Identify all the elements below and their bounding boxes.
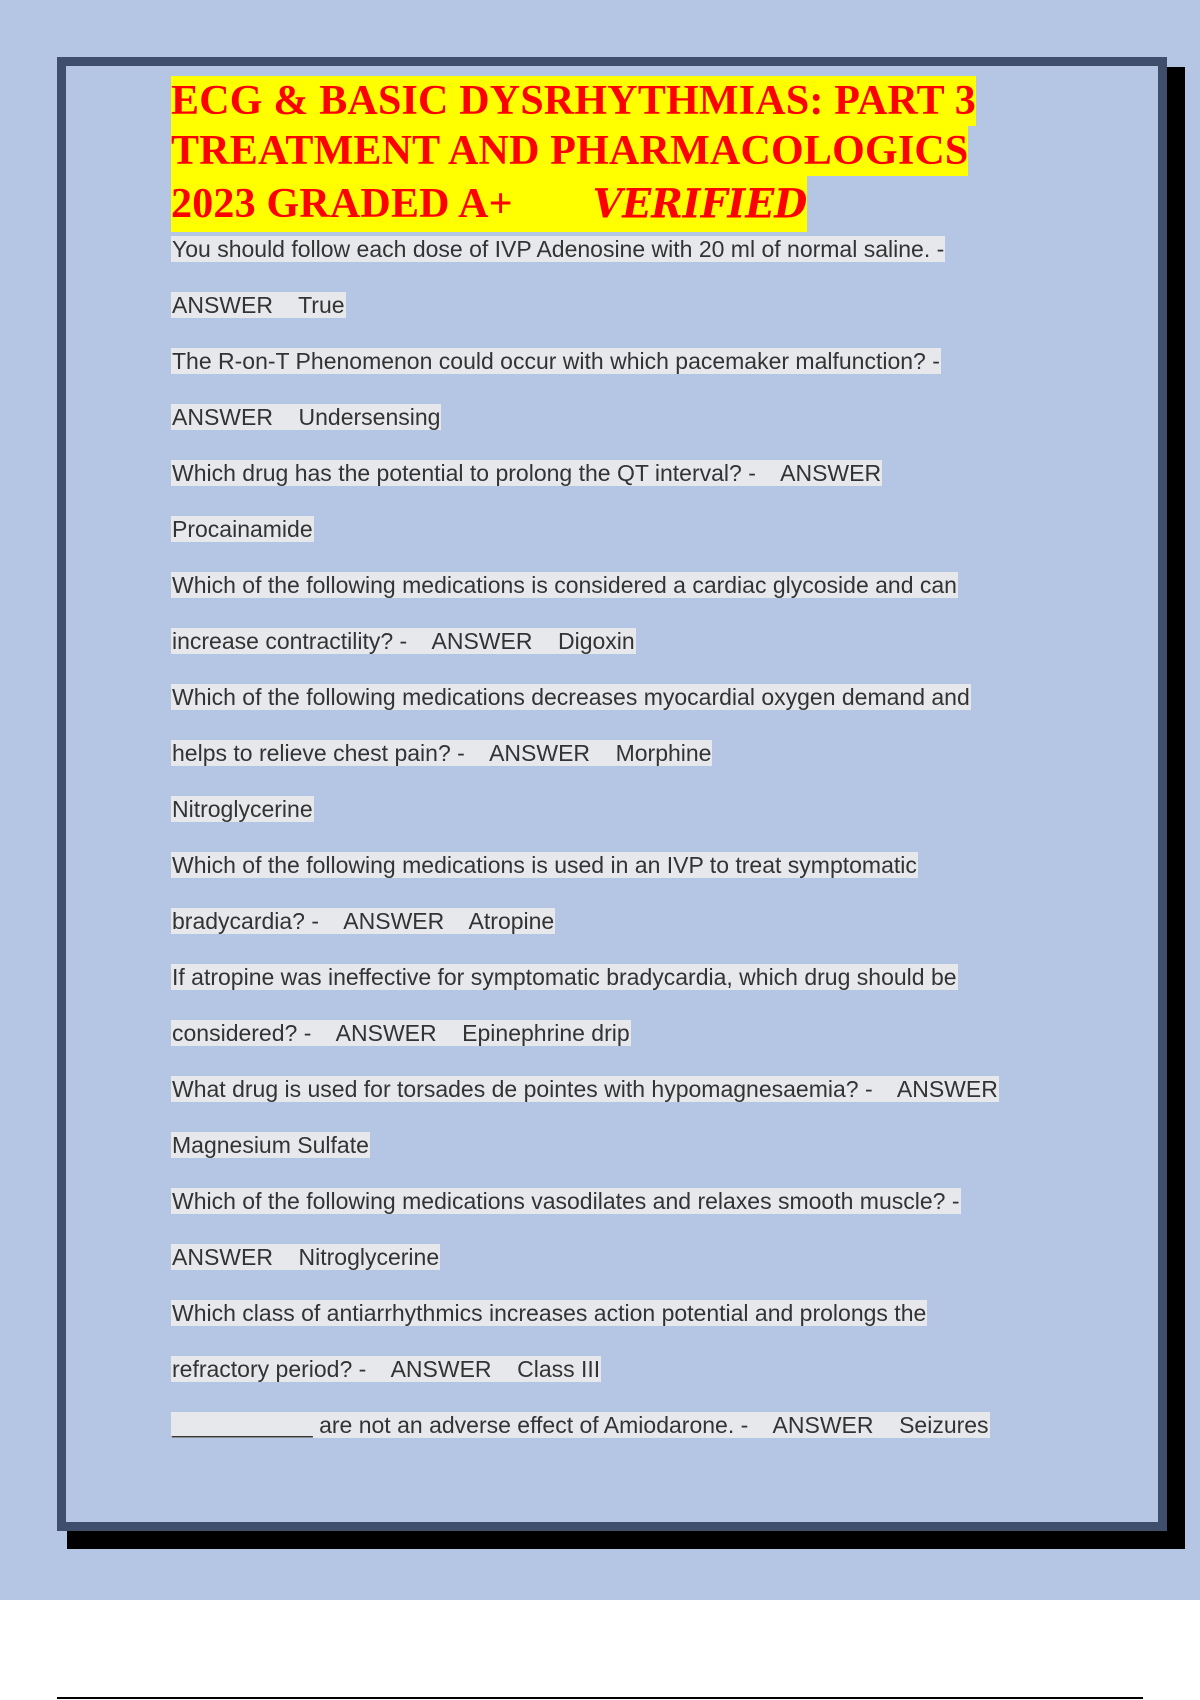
title-line-2: TREATMENT AND PHARMACOLOGICS <box>171 128 969 174</box>
qa-line: refractory period? - ANSWER Class III <box>172 1356 601 1382</box>
qa-line: considered? - ANSWER Epinephrine drip <box>172 1020 630 1046</box>
qa-line: bradycardia? - ANSWER Atropine <box>172 908 555 934</box>
verified-badge: VERIFIED <box>592 179 808 228</box>
qa-line: ANSWER True <box>172 292 345 318</box>
qa-line: Procainamide <box>172 516 313 542</box>
qa-line: Which of the following medications decreases myocardial oxygen demand and <box>172 684 970 710</box>
qa-line: ANSWER Undersensing <box>172 404 441 430</box>
qa-line: What drug is used for torsades de pointes with hypomagnesaemia? - ANSWER <box>172 1076 998 1102</box>
qa-line: Which of the following medications is used in an IVP to treat symptomatic <box>172 852 917 878</box>
qa-line: Nitroglycerine <box>172 796 313 822</box>
qa-line: If atropine was ineffective for symptomatic bradycardia, which drug should be <box>172 964 957 990</box>
qa-line: Which of the following medications vasodilates and relaxes smooth muscle? - <box>172 1188 960 1214</box>
qa-line: ___________ are not an adverse effect of Amiodarone. - ANSWER Seizures <box>172 1412 989 1438</box>
qa-line: Which of the following medications is considered a cardiac glycoside and can <box>172 572 957 598</box>
qa-line: Which drug has the potential to prolong the QT interval? - ANSWER <box>172 460 882 486</box>
title-line-1: ECG & BASIC DYSRHYTHMIAS: PART 3 <box>171 78 976 124</box>
title-line-3 <box>171 176 807 232</box>
qa-line: Which class of antiarrhythmics increases action potential and prolongs the <box>172 1300 927 1326</box>
qa-line: increase contractility? - ANSWER Digoxin <box>172 628 635 654</box>
qa-line: ANSWER Nitroglycerine <box>172 1244 440 1270</box>
qa-line: helps to relieve chest pain? - ANSWER Morphine <box>172 740 712 766</box>
qa-line: The R-on-T Phenomenon could occur with which pacemaker malfunction? - <box>172 348 940 374</box>
footer-rule <box>57 1697 1143 1699</box>
title-line-3-text: 2023 GRADED A+ <box>171 181 513 227</box>
qa-line: Magnesium Sulfate <box>172 1132 369 1158</box>
qa-list <box>171 232 1071 1464</box>
document-content <box>171 76 1071 1464</box>
document-title <box>171 76 1071 232</box>
qa-line: You should follow each dose of IVP Adenosine with 20 ml of normal saline. - <box>172 236 945 262</box>
